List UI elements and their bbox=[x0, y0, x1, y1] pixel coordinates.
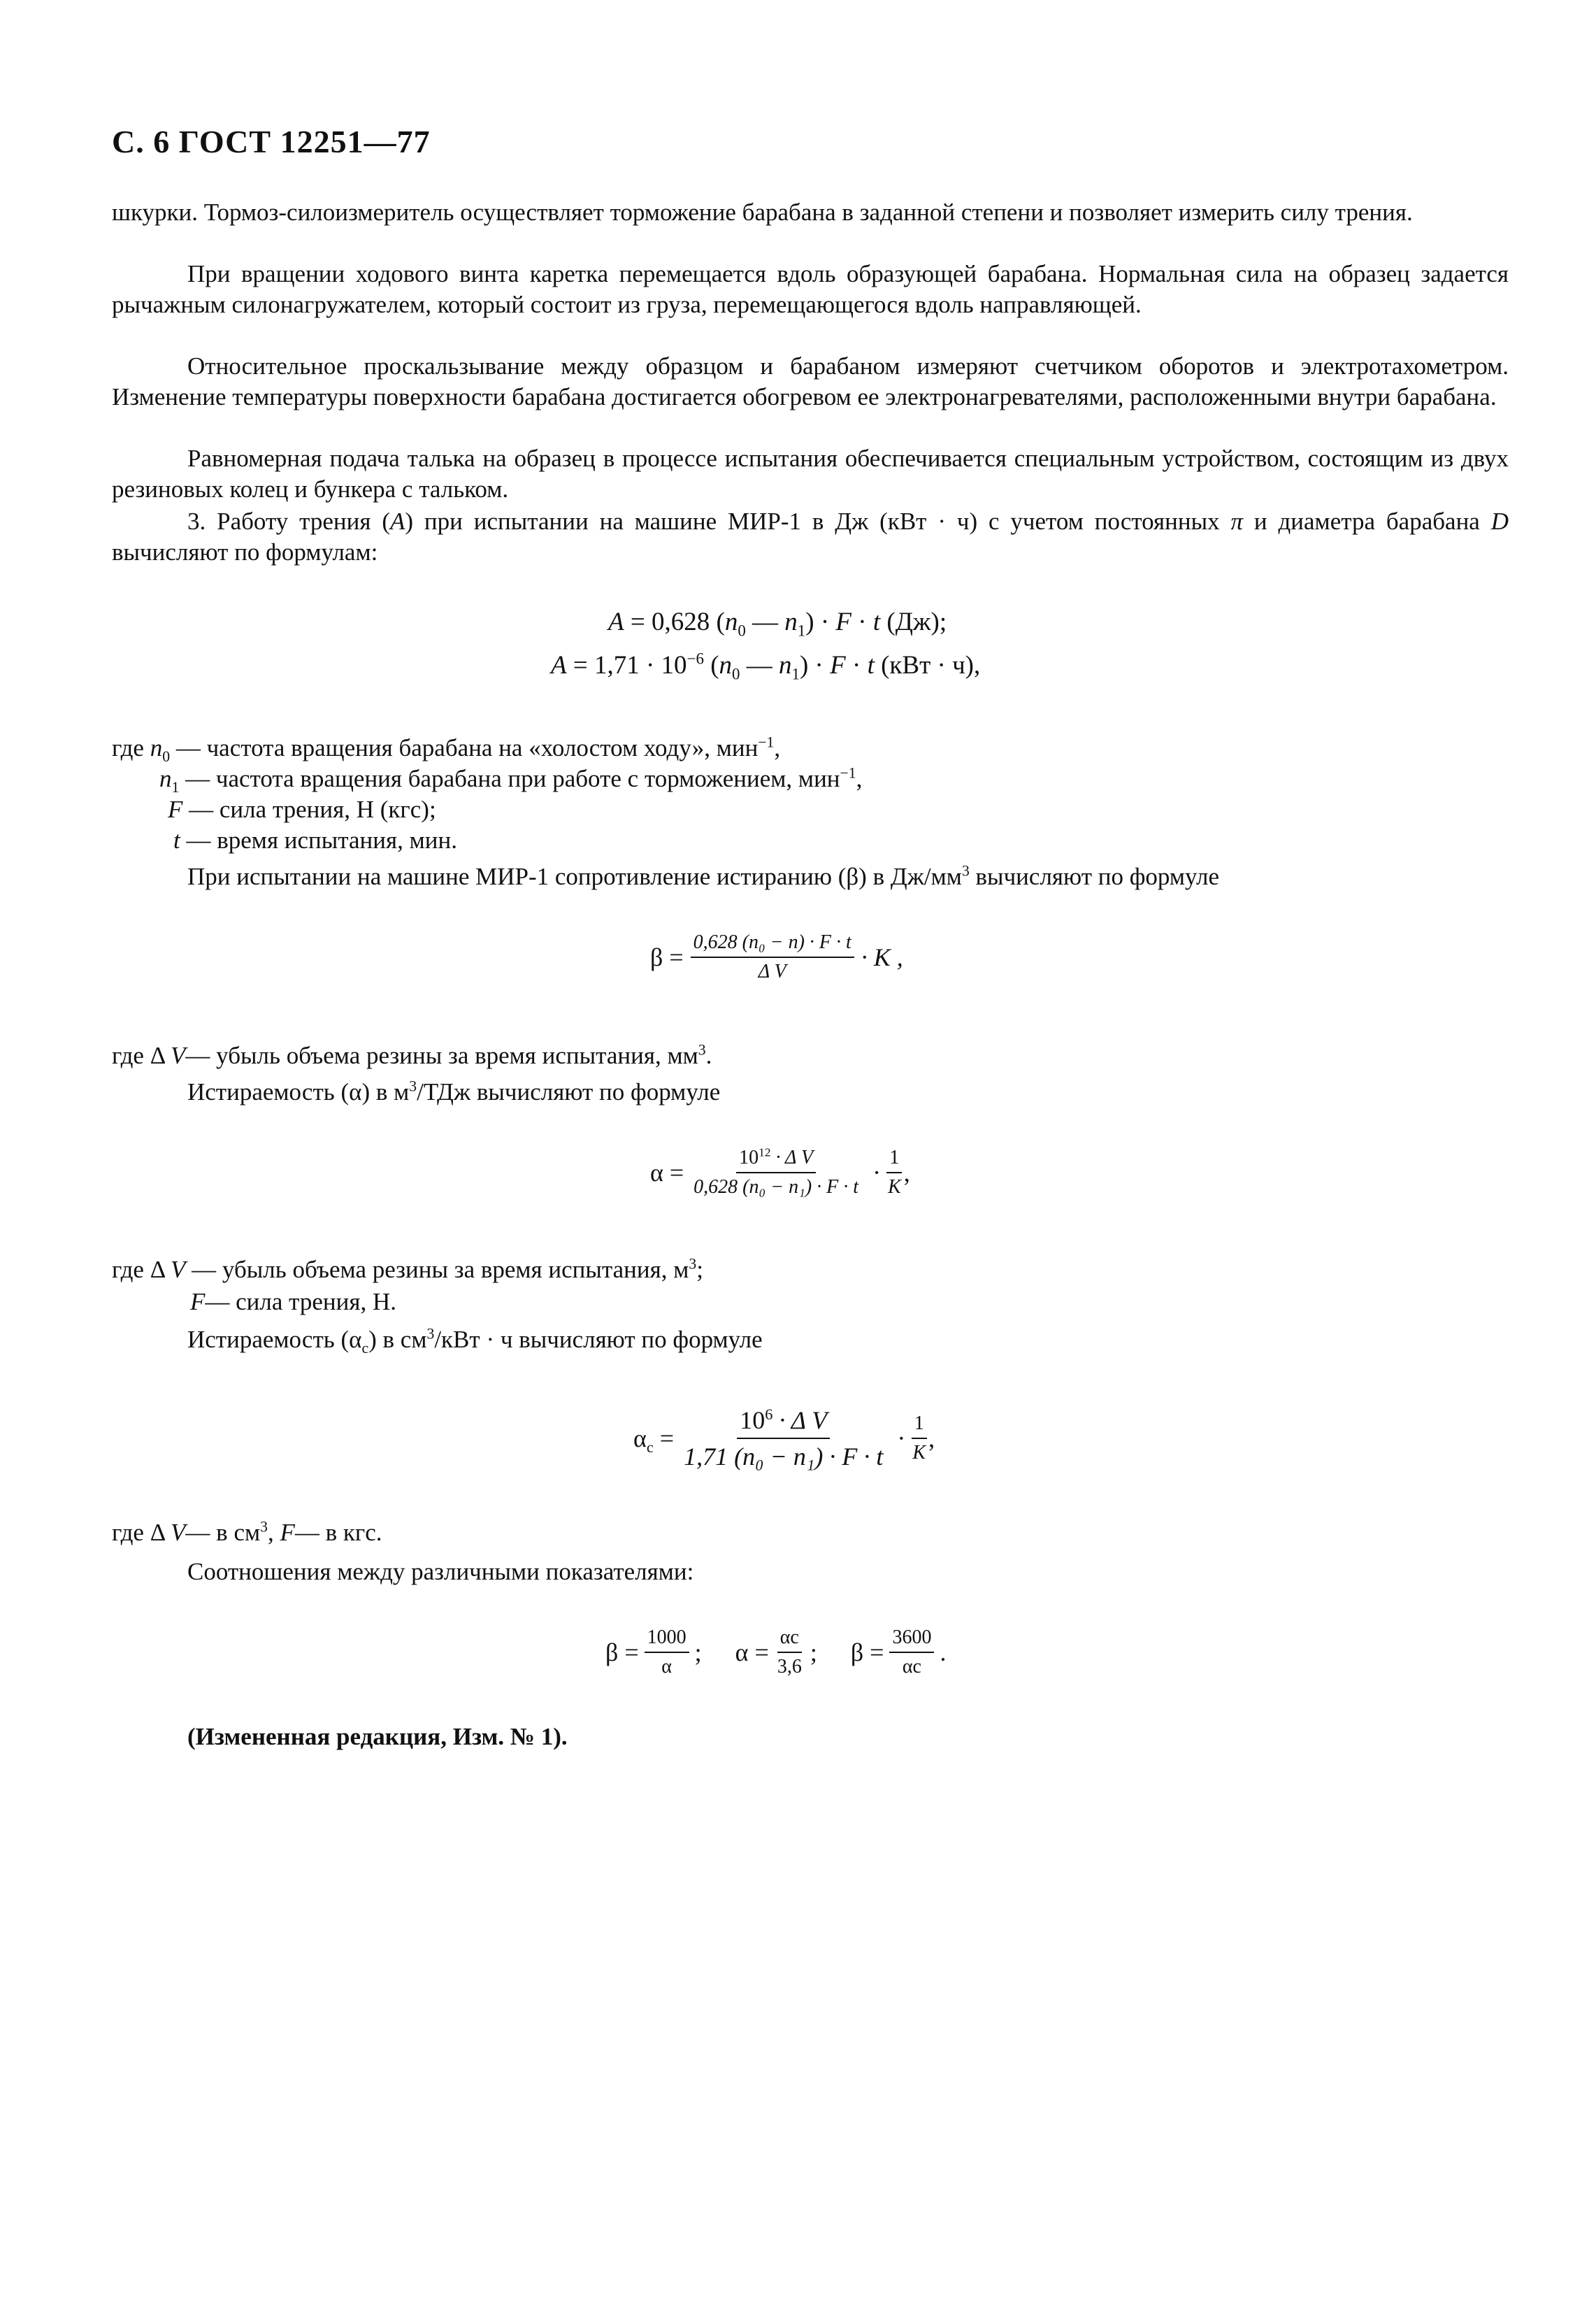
item-3-paragraph: 3. Работу трения (A) при испытании на машине МИР-1 в Дж (кВт · ч) с учетом постоянных π и диаметра барабана D вычисляют по формулам: bbox=[112, 508, 1509, 566]
formula-beta-lhs: β = bbox=[650, 943, 684, 971]
paragraph-4: Равномерная подача талька на образец в процессе испытания обеспечивается специальным устройством, состоящим из двух резиновых колец и бункера с тальком. bbox=[112, 445, 1509, 503]
alpha-intro: Истираемость (α) в $м^3$/ТДж вычисляют по формуле bbox=[187, 1078, 721, 1106]
alphac-intro: Истираемость $(\alpha_c)$ в $см^3$/кВт · ч вычисляют по формуле bbox=[187, 1325, 763, 1357]
formula-alpha-numerator: $10^{12} \cdot \Delta$ V bbox=[736, 1147, 816, 1173]
formula-beta-tail: · K , bbox=[861, 943, 903, 971]
where-n1: $n_1$ — частота вращения барабана при работе с торможением, мин$^{-1}$, bbox=[159, 764, 863, 796]
where-units-cm3-kgf: где Δ V— в $см^3$, F— в кгс. bbox=[112, 1518, 382, 1546]
formula-alpha-c: $\alpha_c$ = $\frac{10^6 \cdot \Delta V}{\text{1,71 (n₀ − n₁) · F · t}}$ · $\frac{1}{K}$ , bbox=[633, 1405, 935, 1471]
formula-alpha-c-denominator: 1,71 (n₀ − n₁) · F · t bbox=[684, 1443, 884, 1471]
paragraph-2: При вращении ходового винта каретка перемещается вдоль образующей барабана. Нормальная сила на образец задается рычажным силонагружателем, который состоит из груза, перемещающегося вдоль направляющей. bbox=[112, 260, 1509, 318]
where-delta-v-mm3: где Δ V— убыль объема резины за время испытания, $мм^3$. bbox=[112, 1041, 712, 1069]
paragraph-1: шкурки. Тормоз-силоизмеритель осуществляет торможение барабана в заданной степени и позволяет измерить силу трения. bbox=[112, 199, 1413, 226]
where-F-newton: F— сила трения, Н. bbox=[190, 1288, 396, 1315]
relation-beta-alpha: $\frac{1000}{\alpha}$ bbox=[645, 1626, 689, 1678]
amendment-note: (Измененная редакция, Изм. № 1). bbox=[187, 1723, 568, 1750]
formula-alpha-c-lhs: $\alpha_c$ = bbox=[633, 1424, 675, 1457]
relations-intro: Соотношения между различными показателями: bbox=[187, 1558, 694, 1585]
formula-alpha-c-fraction bbox=[681, 1405, 886, 1471]
formula-alpha-k-fraction: $\frac{1}{K}$ bbox=[888, 1147, 901, 1198]
formula-beta-numerator: 0,628 (n₀ − n) · F · t bbox=[691, 931, 854, 958]
formula-beta bbox=[650, 931, 903, 983]
formula-work-kwh: $A = 1,71 \cdot 10^{-6}$ ($n_0$ — $n_1) \cdot F \cdot t$ (кВт · ч), bbox=[551, 650, 981, 683]
paragraph-3: Относительное проскальзывание между образцом и барабаном измеряют счетчиком оборотов и электротахометром. Изменение температуры поверхности барабана достигается обогревом ее электронагревателями, расположенными внутри барабана. bbox=[112, 352, 1509, 410]
formula-alpha: α = $\frac{10^{12} \cdot \Delta V}{\text{0,628 (n₀ − n₁) · F · t}}$ · $\frac{1}{K}$ , bbox=[650, 1145, 910, 1198]
relation-alpha-alphac: $\frac{\alpha c}{3,6}$ bbox=[777, 1626, 802, 1677]
beta-intro: При испытании на машине МИР-1 сопротивление истиранию (β) в $Дж/мм^3$ вычисляют по формуле bbox=[187, 862, 1219, 890]
where-t: t — время испытания, мин. bbox=[173, 827, 457, 854]
formula-work-joules: A = 0,628 ($n_0$ — $n_1) \cdot F \cdot t$ (Дж); bbox=[608, 608, 947, 640]
where-delta-v-m3: где Δ V — убыль объема резины за время испытания, $м^3$; bbox=[112, 1255, 703, 1283]
formula-relations: β = $\frac{1000}{\alpha}$ ; α = $\frac{\alpha c}{3,6}$ ; β = $\frac{3600}{\alpha c}$ . bbox=[605, 1626, 947, 1677]
formula-alpha-c-numerator: $10^6 \cdot \Delta$ V bbox=[737, 1405, 830, 1439]
formula-beta-fraction bbox=[691, 931, 854, 983]
formula-alpha-c-k-fraction: $\frac{1}{K}$ bbox=[912, 1412, 926, 1464]
formula-beta-denominator: Δ V bbox=[758, 961, 786, 982]
formula-alpha-denominator: 0,628 (n₀ − n₁) · F · t bbox=[693, 1176, 859, 1198]
where-n0: где $n_0$ — частота вращения барабана на «холостом ходу», мин$^{-1}$, bbox=[112, 734, 781, 765]
where-F: F — сила трения, Н (кгс); bbox=[168, 796, 436, 823]
formula-alpha-fraction bbox=[691, 1147, 861, 1198]
relation-beta-alphac: $\frac{3600}{\alpha c}$ bbox=[889, 1626, 934, 1678]
page-header: С. 6 ГОСТ 12251—77 bbox=[112, 124, 431, 159]
formula-alpha-lhs: α = bbox=[650, 1159, 684, 1187]
